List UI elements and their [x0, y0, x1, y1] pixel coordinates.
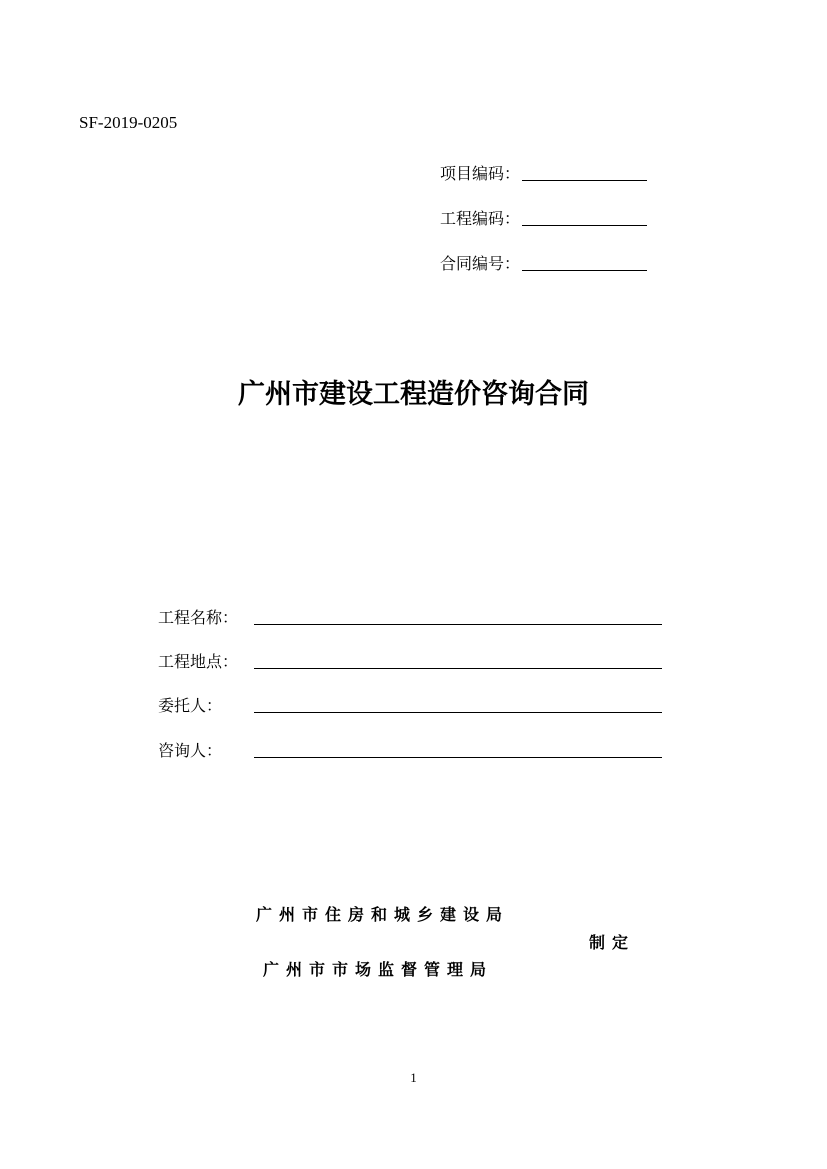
- consultant-row: [158, 735, 662, 761]
- client-row: [158, 690, 662, 716]
- project-name-label: 工程名称：: [158, 608, 239, 627]
- client-label: 委托人：: [158, 696, 223, 715]
- page-number: 1: [410, 1070, 417, 1085]
- issuer-action: 制定: [589, 933, 636, 952]
- contract-number-row: [440, 250, 647, 274]
- contract-number-label: 合同编号：: [440, 254, 521, 273]
- project-code-label: 项目编码：: [440, 164, 521, 183]
- document-code: SF-2019-0205: [79, 113, 178, 132]
- project-name-blank[interactable]: [254, 623, 662, 625]
- client-blank[interactable]: [254, 711, 662, 713]
- project-name-row: [158, 602, 662, 628]
- project-location-blank[interactable]: [254, 667, 662, 669]
- issuer-housing-bureau: 广州市住房和城乡建设局: [256, 905, 510, 924]
- consultant-blank[interactable]: [254, 756, 662, 758]
- project-location-row: [158, 646, 662, 672]
- engineering-code-row: [440, 205, 647, 229]
- project-code-row: [440, 160, 647, 184]
- engineering-code-blank[interactable]: [522, 224, 647, 226]
- project-code-blank[interactable]: [522, 179, 647, 181]
- contract-title: 广州市建设工程造价咨询合同: [238, 379, 589, 410]
- consultant-label: 咨询人：: [158, 741, 223, 760]
- issuer-market-bureau: 广州市市场监督管理局: [263, 960, 494, 979]
- contract-number-blank[interactable]: [522, 269, 647, 271]
- project-location-label: 工程地点：: [158, 652, 239, 671]
- engineering-code-label: 工程编码：: [440, 209, 521, 228]
